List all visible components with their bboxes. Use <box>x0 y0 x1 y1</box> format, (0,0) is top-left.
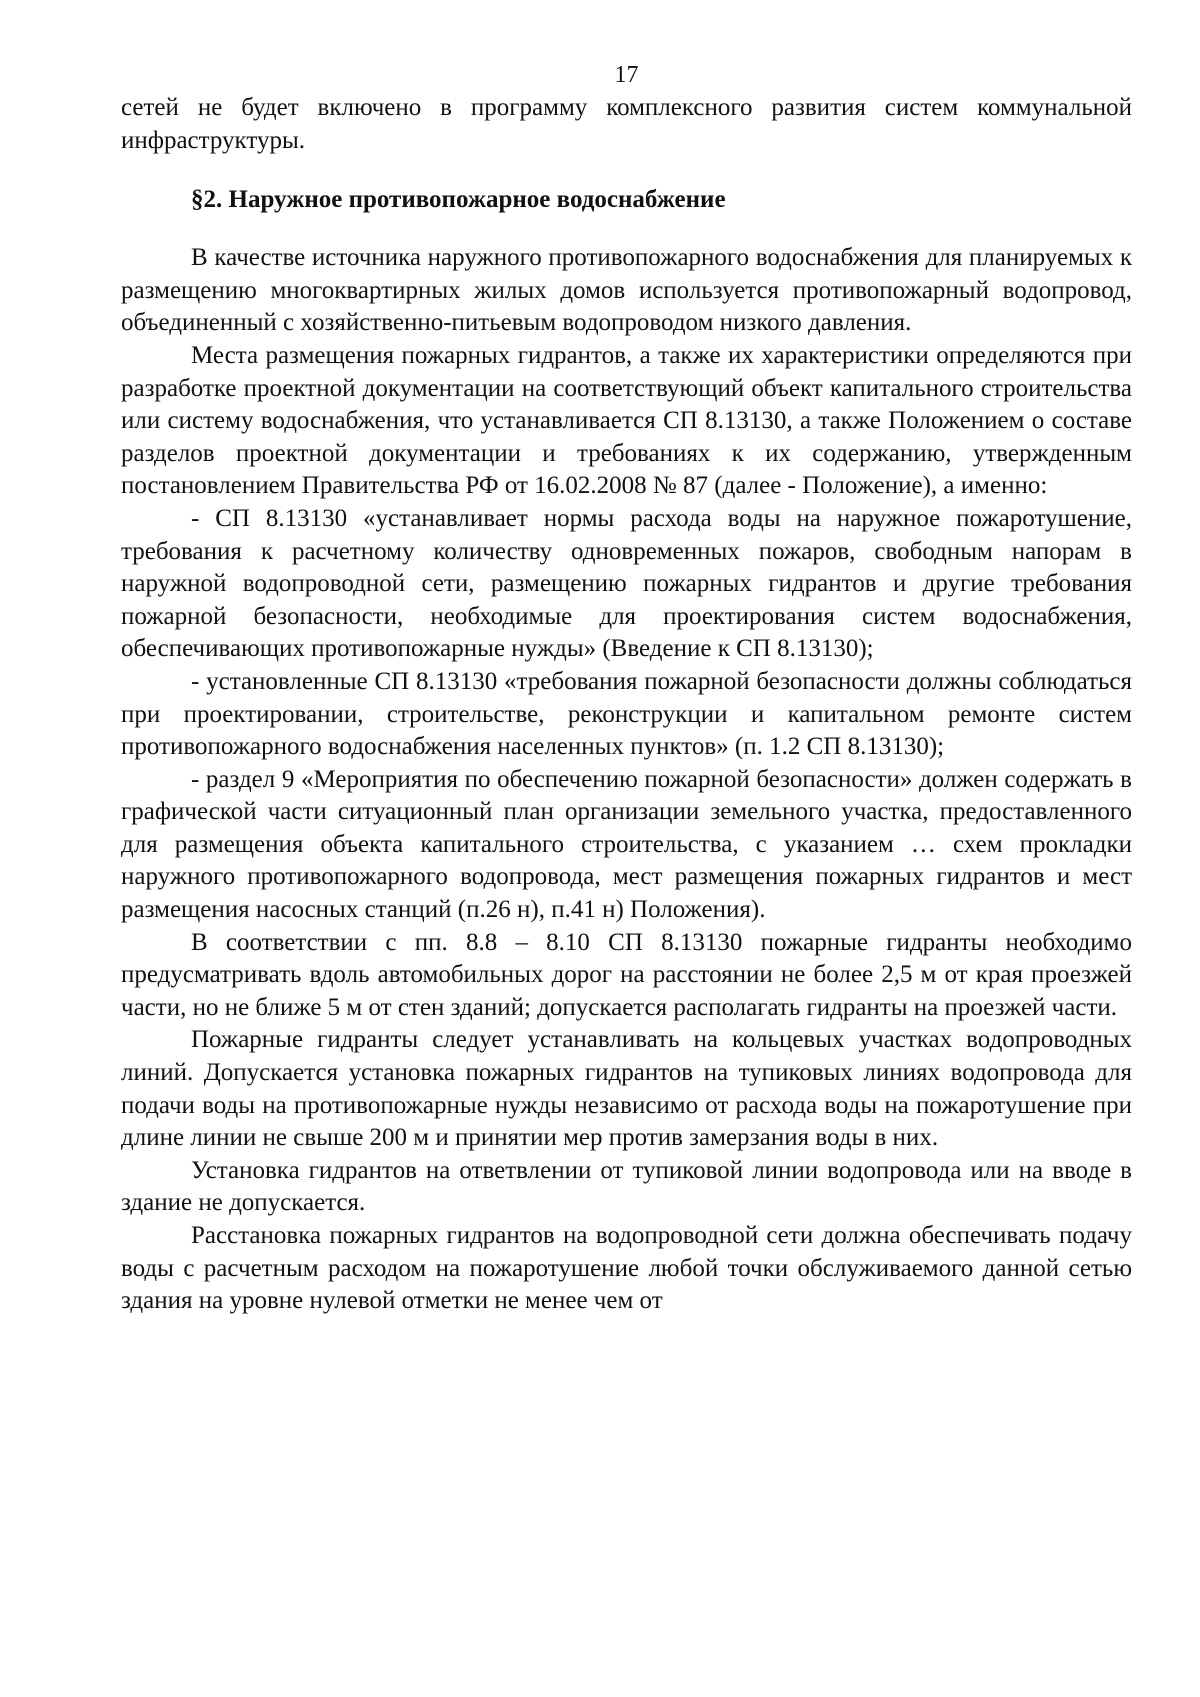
paragraph-hydrant-arrangement: Расстановка пожарных гидрантов на водопроводной сети должна обеспечивать подачу воды с расчетным расходом на пожаротушение любой точки обслуживаемого данной сетью здания на уровне нулевой отметки не менее чем от <box>121 1222 1132 1315</box>
document-page <box>121 60 1132 1318</box>
page-number: 17 <box>614 62 639 88</box>
intro-continuation-paragraph: сетей не будет включено в программу комплексного развития систем коммунальной инфраструктуры. <box>121 94 1132 154</box>
list-item-sp-norms: - СП 8.13130 «устанавливает нормы расхода воды на наружное пожаротушение, требования к расчетному количеству одновременных пожаров, свободным напорам в наружной водопроводной сети, размещению пожарных гидрантов и другие требования пожарной безопасности, необходимые для проектирования систем водоснабжения, обеспечивающих противопожарные нужды» (Введение к СП 8.13130); <box>121 504 1132 663</box>
section-heading: §2. Наружное противопожарное водоснабжение <box>191 186 726 214</box>
paragraph-hydrant-distance: В соответствии с пп. 8.8 – 8.10 СП 8.13130 пожарные гидранты необходимо предусматривать вдоль автомобильных дорог на расстоянии не более 2,5 м от края проезжей части, но не ближе 5 м от стен зданий; допускается располагать гидранты на проезжей части. <box>121 928 1132 1021</box>
list-item-section-9: - раздел 9 «Мероприятия по обеспечению пожарной безопасности» должен содержать в графической части ситуационный план организации земельного участка, предоставленного для размещения объекта капитального строительства, с указанием … схем прокладки наружного противопожарного водопровода, мест размещения пожарных гидрантов и мест размещения насосных станций (п.26 н), п.41 н) Положения). <box>121 765 1132 924</box>
paragraph-branch-prohibition: Установка гидрантов на ответвлении от тупиковой линии водопровода или на вводе в здание не допускается. <box>121 1156 1132 1217</box>
paragraph-ring-sections: Пожарные гидранты следует устанавливать на кольцевых участках водопроводных линий. Допускается установка пожарных гидрантов на тупиковых линиях водопровода для подачи воды на противопожарные нужды независимо от расхода воды на пожаротушение при длине линии не свыше 200 м и принятии мер против замерзания воды в них. <box>121 1026 1132 1152</box>
paragraph-hydrant-placement: Места размещения пожарных гидрантов, а также их характеристики определяются при разработке проектной документации на соответствующий объект капитального строительства или систему водоснабжения, что устанавливается СП 8.13130, а также Положением о составе разделов проектной документации и требованиях к их содержанию, утвержденным постановлением Правительства РФ от 16.02.2008 № 87 (далее - Положение), а именно: <box>121 341 1132 500</box>
document-body <box>121 92 1132 1318</box>
list-item-sp-requirements: - установленные СП 8.13130 «требования пожарной безопасности должны соблюдаться при проектировании, строительстве, реконструкции и капитальном ремонте систем противопожарного водоснабжения населенных пунктов» (п. 1.2 СП 8.13130); <box>121 667 1132 761</box>
paragraph-water-source: В качестве источника наружного противопожарного водоснабжения для планируемых к размещению многоквартирных жилых домов используется противопожарный водопровод, объединенный с хозяйственно-питьевым водопроводом низкого давления. <box>121 244 1132 337</box>
